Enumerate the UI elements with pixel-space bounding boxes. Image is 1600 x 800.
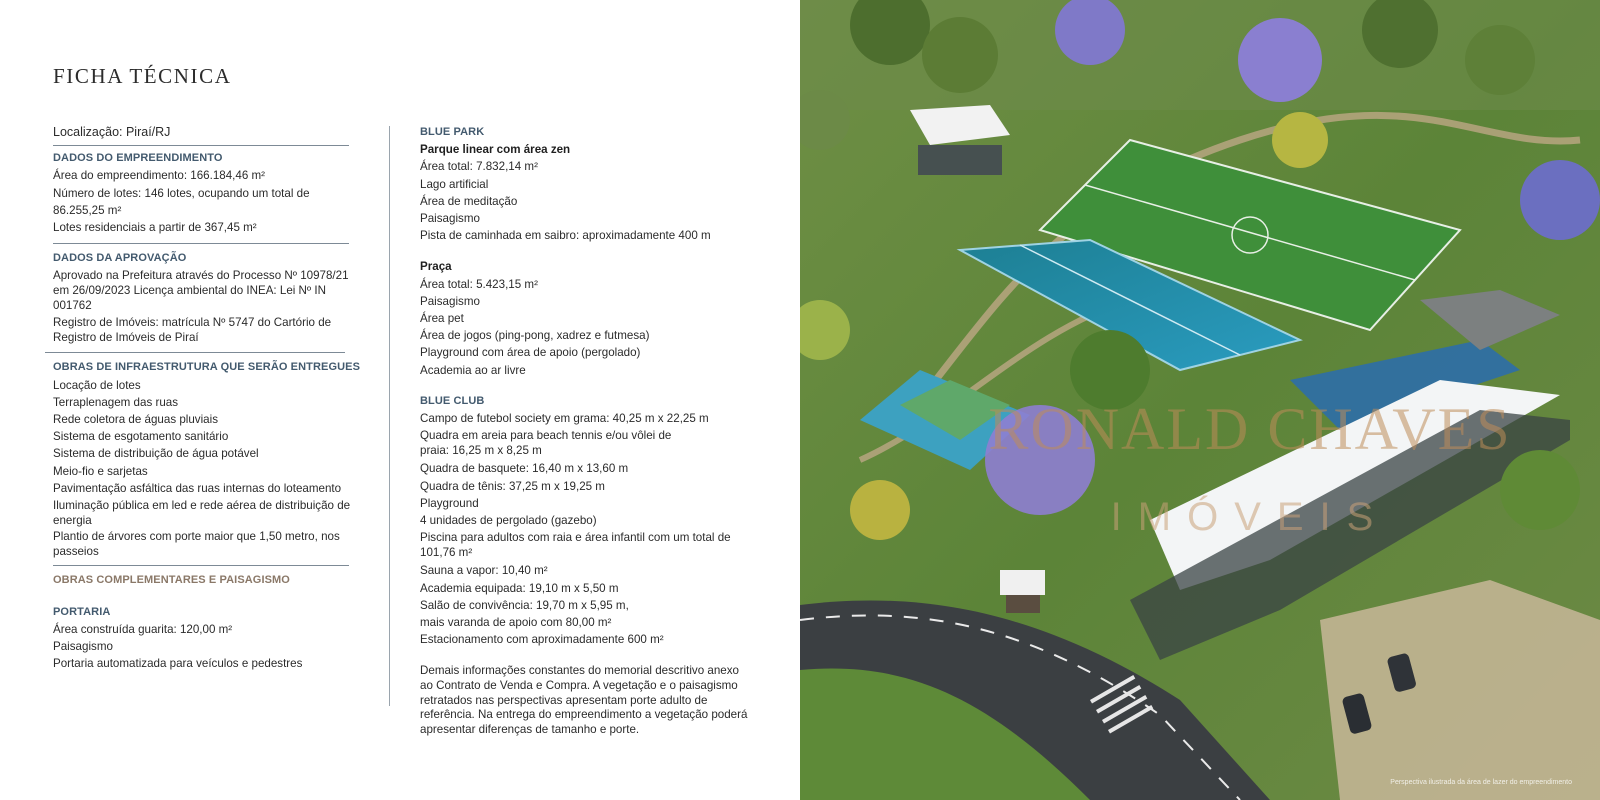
list-item: Academia equipada: 19,10 m x 5,50 m <box>420 581 619 595</box>
column-divider <box>389 126 390 706</box>
subheading-parque: Parque linear com área zen <box>420 143 571 157</box>
image-caption: Perspectiva ilustrada da área de lazer do empreendimento <box>1390 779 1572 786</box>
list-item: Número de lotes: 146 lotes, ocupando um total de 86.255,25 m² <box>53 186 310 217</box>
list-item: Quadra de tênis: 37,25 m x 19,25 m <box>420 479 605 493</box>
divider <box>53 565 349 566</box>
list-item: 4 unidades de pergolado (gazebo) <box>420 514 597 528</box>
list-item: Pavimentação asfáltica das ruas internas do loteamento <box>53 481 342 495</box>
list-item: Sauna a vapor: 10,40 m² <box>420 564 548 578</box>
section-heading-aprovacao: DADOS DA APROVAÇÃO <box>53 252 187 265</box>
list-item: Quadra de basquete: 16,40 m x 13,60 m <box>420 462 629 476</box>
list-item: Registro de Imóveis: matrícula Nº 5747 do Cartório de Registro de Imóveis de Piraí <box>53 316 332 344</box>
aerial-render-image <box>800 0 1600 800</box>
list-item: Paisagismo <box>420 294 480 308</box>
list-item: Meio-fio e sarjetas <box>53 464 148 478</box>
page-title: FICHA TÉCNICA <box>53 64 232 88</box>
section-heading-infraestrutura: OBRAS DE INFRAESTRUTURA QUE SERÃO ENTREGUES <box>53 361 361 374</box>
list-item: Área total: 7.832,14 m² <box>420 160 538 174</box>
list-item: Área de jogos (ping-pong, xadrez e futmesa) <box>420 329 650 343</box>
list-item: Sistema de distribuição de água potável <box>53 447 259 461</box>
divider <box>53 243 349 244</box>
watermark-logo: RONALD CHAVES <box>988 396 1512 462</box>
location-text: Localização: Piraí/RJ <box>53 125 171 139</box>
section-heading-complementares: OBRAS COMPLEMENTARES E PAISAGISMO <box>53 574 290 587</box>
list-item: Rede coletora de águas pluviais <box>53 413 218 426</box>
list-item: Terraplenagem das ruas <box>53 395 179 409</box>
list-item: Lago artificial <box>420 177 489 191</box>
list-item: Plantio de árvores com porte maior que 1,50 metro, nos passeios <box>53 530 340 558</box>
list-item: Estacionamento com aproximadamente 600 m² <box>420 633 664 647</box>
list-item: Área total: 5.423,15 m² <box>420 277 538 291</box>
list-item: Pista de caminhada em saibro: aproximadamente 400 m <box>420 229 711 243</box>
list-item: Playground com área de apoio (pergolado) <box>420 346 641 360</box>
list-item: Portaria automatizada para veículos e pedestres <box>53 657 303 671</box>
parking-lot <box>1320 580 1600 800</box>
divider <box>45 352 345 353</box>
list-item: Academia ao ar livre <box>420 363 526 377</box>
subheading-praca: Praça <box>420 260 452 274</box>
section-heading-empreendimento: DADOS DO EMPREENDIMENTO <box>53 152 223 165</box>
list-item: Piscina para adultos com raia e área infantil com um total de 101,76 m² <box>420 531 731 559</box>
list-item: Salão de convivência: 19,70 m x 5,95 m, <box>420 598 629 612</box>
watermark-logo-sub: IMÓVEIS <box>1110 495 1390 539</box>
list-item: Lotes residenciais a partir de 367,45 m² <box>53 221 257 235</box>
section-heading-portaria: PORTARIA <box>53 605 111 618</box>
list-item: Sistema de esgotamento sanitário <box>53 430 229 444</box>
left-column <box>53 124 363 672</box>
disclaimer-note: Demais informações constantes do memorial descritivo anexo ao Contrato de Venda e Compra. A vegetação e o paisagismo retratados nas perspectivas apresentam porte adulto de referência. Na entrega do empreendimento a vegetação poderá apresentar diferenças de tamanho e porte. <box>420 664 748 736</box>
right-column <box>420 124 760 737</box>
list-item: Campo de futebol society em grama: 40,25 m x 22,25 m <box>420 412 709 426</box>
list-item: Iluminação pública em led e rede aérea de distribuição de energia <box>53 499 351 527</box>
list-item: Área pet <box>420 312 464 326</box>
section-heading-blueclub: BLUE CLUB <box>420 394 485 407</box>
list-item: Área do empreendimento: 166.184,46 m² <box>53 169 266 183</box>
list-item: Playground <box>420 496 479 510</box>
list-item: Paisagismo <box>420 212 480 226</box>
list-item: Aprovado na Prefeitura através do Processo Nº 10978/21 em 26/09/2023 Licença ambiental do INEA: Lei Nº IN 001762 <box>53 269 349 312</box>
section-heading-bluepark: BLUE PARK <box>420 126 485 138</box>
list-item: Área de meditação <box>420 194 518 208</box>
list-item: mais varanda de apoio com 80,00 m² <box>420 616 612 630</box>
list-item: Locação de lotes <box>53 378 141 392</box>
list-item: Quadra em areia para beach tennis e/ou vôlei de praia: 16,25 m x 8,25 m <box>420 429 672 457</box>
list-item: Área construída guarita: 120,00 m² <box>53 622 233 636</box>
list-item: Paisagismo <box>53 640 113 653</box>
divider <box>53 145 349 146</box>
